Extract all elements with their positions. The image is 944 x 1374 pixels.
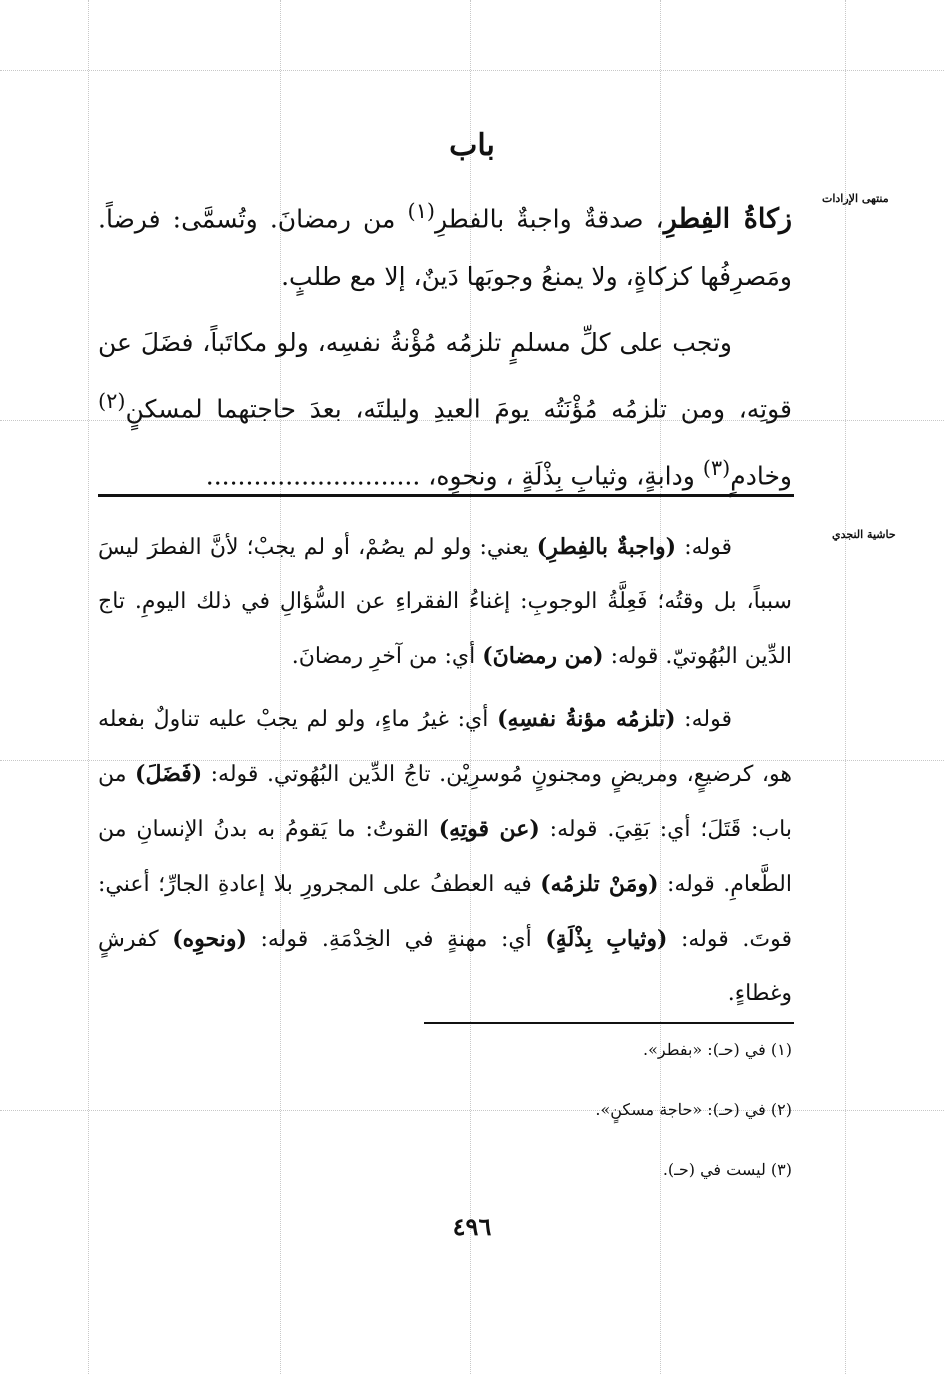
footnote: (٣) ليست في (حـ). bbox=[662, 1160, 792, 1179]
footnote: (١) في (حـ): «بفطر». bbox=[643, 1040, 792, 1059]
main-paragraph bbox=[98, 182, 792, 306]
footnote-ref: (٣) bbox=[702, 455, 731, 480]
quoted-term: (ونحوِه) bbox=[172, 926, 247, 952]
quoted-term: (من رمضانَ) bbox=[482, 643, 604, 669]
footnote-divider bbox=[424, 1022, 794, 1024]
commentary-text bbox=[98, 520, 792, 1021]
quoted-term: (واجبةٌ بالفِطرِ) bbox=[536, 534, 677, 560]
text-run: أي: مهنةٍ في الخِدْمَةِ. قوله: bbox=[246, 927, 546, 952]
text-run: من باب: قَتَلَ؛ أي: بَقِيَ. قوله: bbox=[98, 762, 793, 842]
quoted-term: (ومَنْ تلزمُه) bbox=[540, 871, 659, 897]
side-label-main-text: منتهى الإرادات bbox=[822, 192, 889, 205]
main-text bbox=[98, 182, 792, 505]
text-run: أي: من آخرِ رمضانَ. bbox=[291, 644, 483, 669]
page-number: ٤٩٦ bbox=[452, 1212, 492, 1241]
guide-line bbox=[845, 0, 846, 1374]
text-run: ، صدقةٌ واجبةٌ بالفطرِ bbox=[435, 204, 664, 234]
text-run: فيه العطفُ على المجرورِ بلا إعادةِ الجارِّ؛ أعني: قوتَ. قوله: bbox=[98, 872, 792, 952]
text-run: قوله: bbox=[675, 707, 732, 732]
quoted-term: (وثيابِ بِذْلَةٍ) bbox=[545, 926, 668, 952]
commentary-paragraph bbox=[98, 520, 792, 684]
footnote: (٢) في (حـ): «حاجة مسكنٍ». bbox=[595, 1100, 792, 1119]
text-run: وخادمٍ bbox=[730, 460, 792, 490]
main-paragraph bbox=[98, 314, 792, 505]
text-run: يعني: ولو لم يصُمْ، أو لم يجبْ؛ لأنَّ الفطرَ ليسَ سبباً، بل وقتُه؛ فَعِلَّةُ الوجوبِ: إغناءُ الفقراءِ عن السُّؤالِ في ذلك اليومِ. تاج الدِّين البُهُوتيّ. قوله: bbox=[98, 535, 792, 669]
footnote-ref: (٢) bbox=[98, 389, 126, 414]
text-run: القوتُ: ما يَقومُ به بدنُ الإنسانِ من الطَّعامِ. قوله: bbox=[98, 817, 792, 897]
footnote-ref: (١) bbox=[407, 199, 436, 223]
quoted-term: (فَضَلَ) bbox=[135, 761, 203, 787]
text-run: قوله: bbox=[676, 535, 732, 560]
chapter-title: باب bbox=[449, 128, 495, 163]
text-run: ودابةٍ، وثيابِ بِذْلَةٍ ، ونحوِه، bbox=[420, 460, 703, 490]
quoted-term: (تلزمُه مؤنةُ نفسِهِ) bbox=[497, 706, 676, 732]
lead-term: زكاةُ الفِطرِ bbox=[663, 203, 792, 235]
quoted-term: (عن قوتِهِ) bbox=[438, 816, 540, 842]
side-label-commentary: حاشية النجدي bbox=[832, 528, 896, 541]
text-run: كفرشٍ وغطاءٍ. bbox=[98, 927, 792, 1006]
guide-line bbox=[0, 70, 944, 71]
commentary-paragraph bbox=[98, 692, 792, 1021]
text-run: أي: غيرُ ماءٍ، ولو لم يجبْ عليه تناولٌ بفعله هو، كرضيعٍ، ومريضٍ ومجنونٍ مُوسرِيْن. تاجُ الدِّين البُهُوتي. قوله: bbox=[98, 707, 792, 787]
section-divider bbox=[98, 494, 794, 497]
guide-line bbox=[88, 0, 89, 1374]
text-run: وتجب على كلِّ مسلمٍ تلزمُه مُؤْنةُ نفسِه، ولو مكاتَباً، فضَلَ عن قوتِه، ومن تلزمُه مُؤْنَتُه يومَ العيدِ وليلتَه، بعدَ حاجتهما لمسكنٍ bbox=[98, 328, 792, 424]
text-run: من رمضانَ. وتُسمَّى: فرضاً. ومَصرِفُها كزكاةٍ، ولا يمنعُ وجوبَها دَينٌ، إلا مع طلبٍ. bbox=[98, 204, 792, 292]
guide-line bbox=[0, 1110, 944, 1111]
continuation-dots: ........................... bbox=[205, 460, 421, 490]
